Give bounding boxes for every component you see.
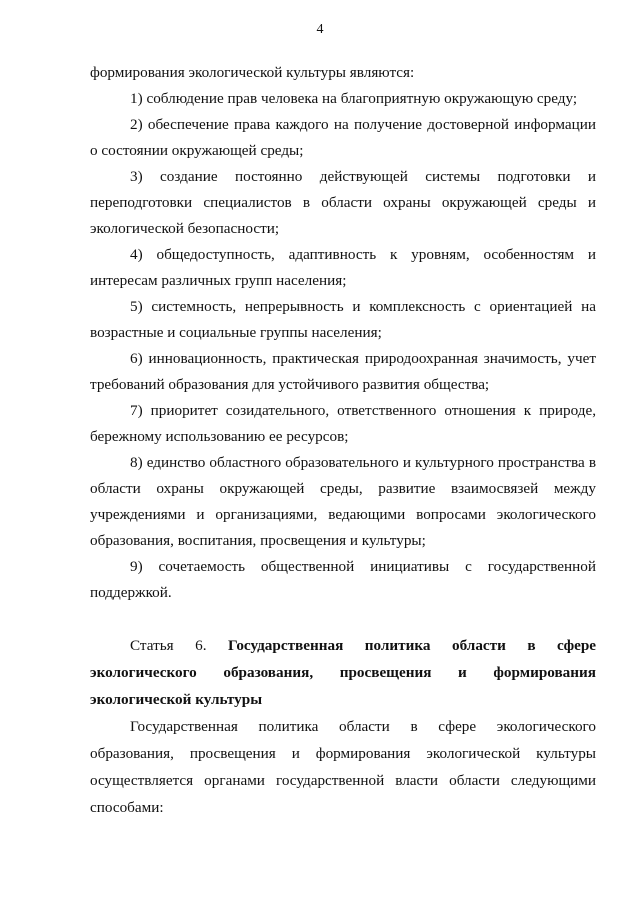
- paragraph-intro: формирования экологической культуры являются:: [90, 64, 415, 81]
- list-item-9: 9) сочетаемость общественной инициативы с государственной поддержкой.: [90, 558, 596, 601]
- article-title: Государственная политика области в сфере экологического образования, просвещения и формирования экологической культуры: [90, 637, 597, 708]
- list-item-8: 8) единство областного образовательного и культурного пространства в области охраны окружающей среды, развитие взаимосвязей между учреждениями и организациями, ведающими вопросами экологического образования, воспитания, просвещения и культуры;: [90, 454, 596, 549]
- article-label: Статья 6.: [130, 637, 207, 654]
- list-item-4: 4) общедоступность, адаптивность к уровням, особенностям и интересам различных групп населения;: [90, 246, 596, 289]
- article-heading: [90, 632, 596, 713]
- body-text: [90, 60, 596, 821]
- list-item-5: 5) системность, непрерывность и комплексность с ориентацией на возрастные и социальные группы населения;: [90, 298, 596, 341]
- list-item-6: 6) инновационность, практическая природоохранная значимость, учет требований образования для устойчивого развития общества;: [90, 350, 596, 393]
- list-item-1: 1) соблюдение прав человека на благоприятную окружающую среду;: [130, 90, 578, 107]
- list-item-3: 3) создание постоянно действующей системы подготовки и переподготовки специалистов в области охраны окружающей среды и экологической безопасности;: [90, 168, 596, 237]
- article-body: Государственная политика области в сфере экологического образования, просвещения и формирования экологической культуры осуществляется органами государственной власти области следующими способами:: [90, 718, 596, 816]
- list-item-7: 7) приоритет созидательного, ответственного отношения к природе, бережному использованию ее ресурсов;: [90, 402, 596, 445]
- page-number: 4: [316, 22, 324, 37]
- list-item-2: 2) обеспечение права каждого на получение достоверной информации о состоянии окружающей среды;: [90, 116, 596, 159]
